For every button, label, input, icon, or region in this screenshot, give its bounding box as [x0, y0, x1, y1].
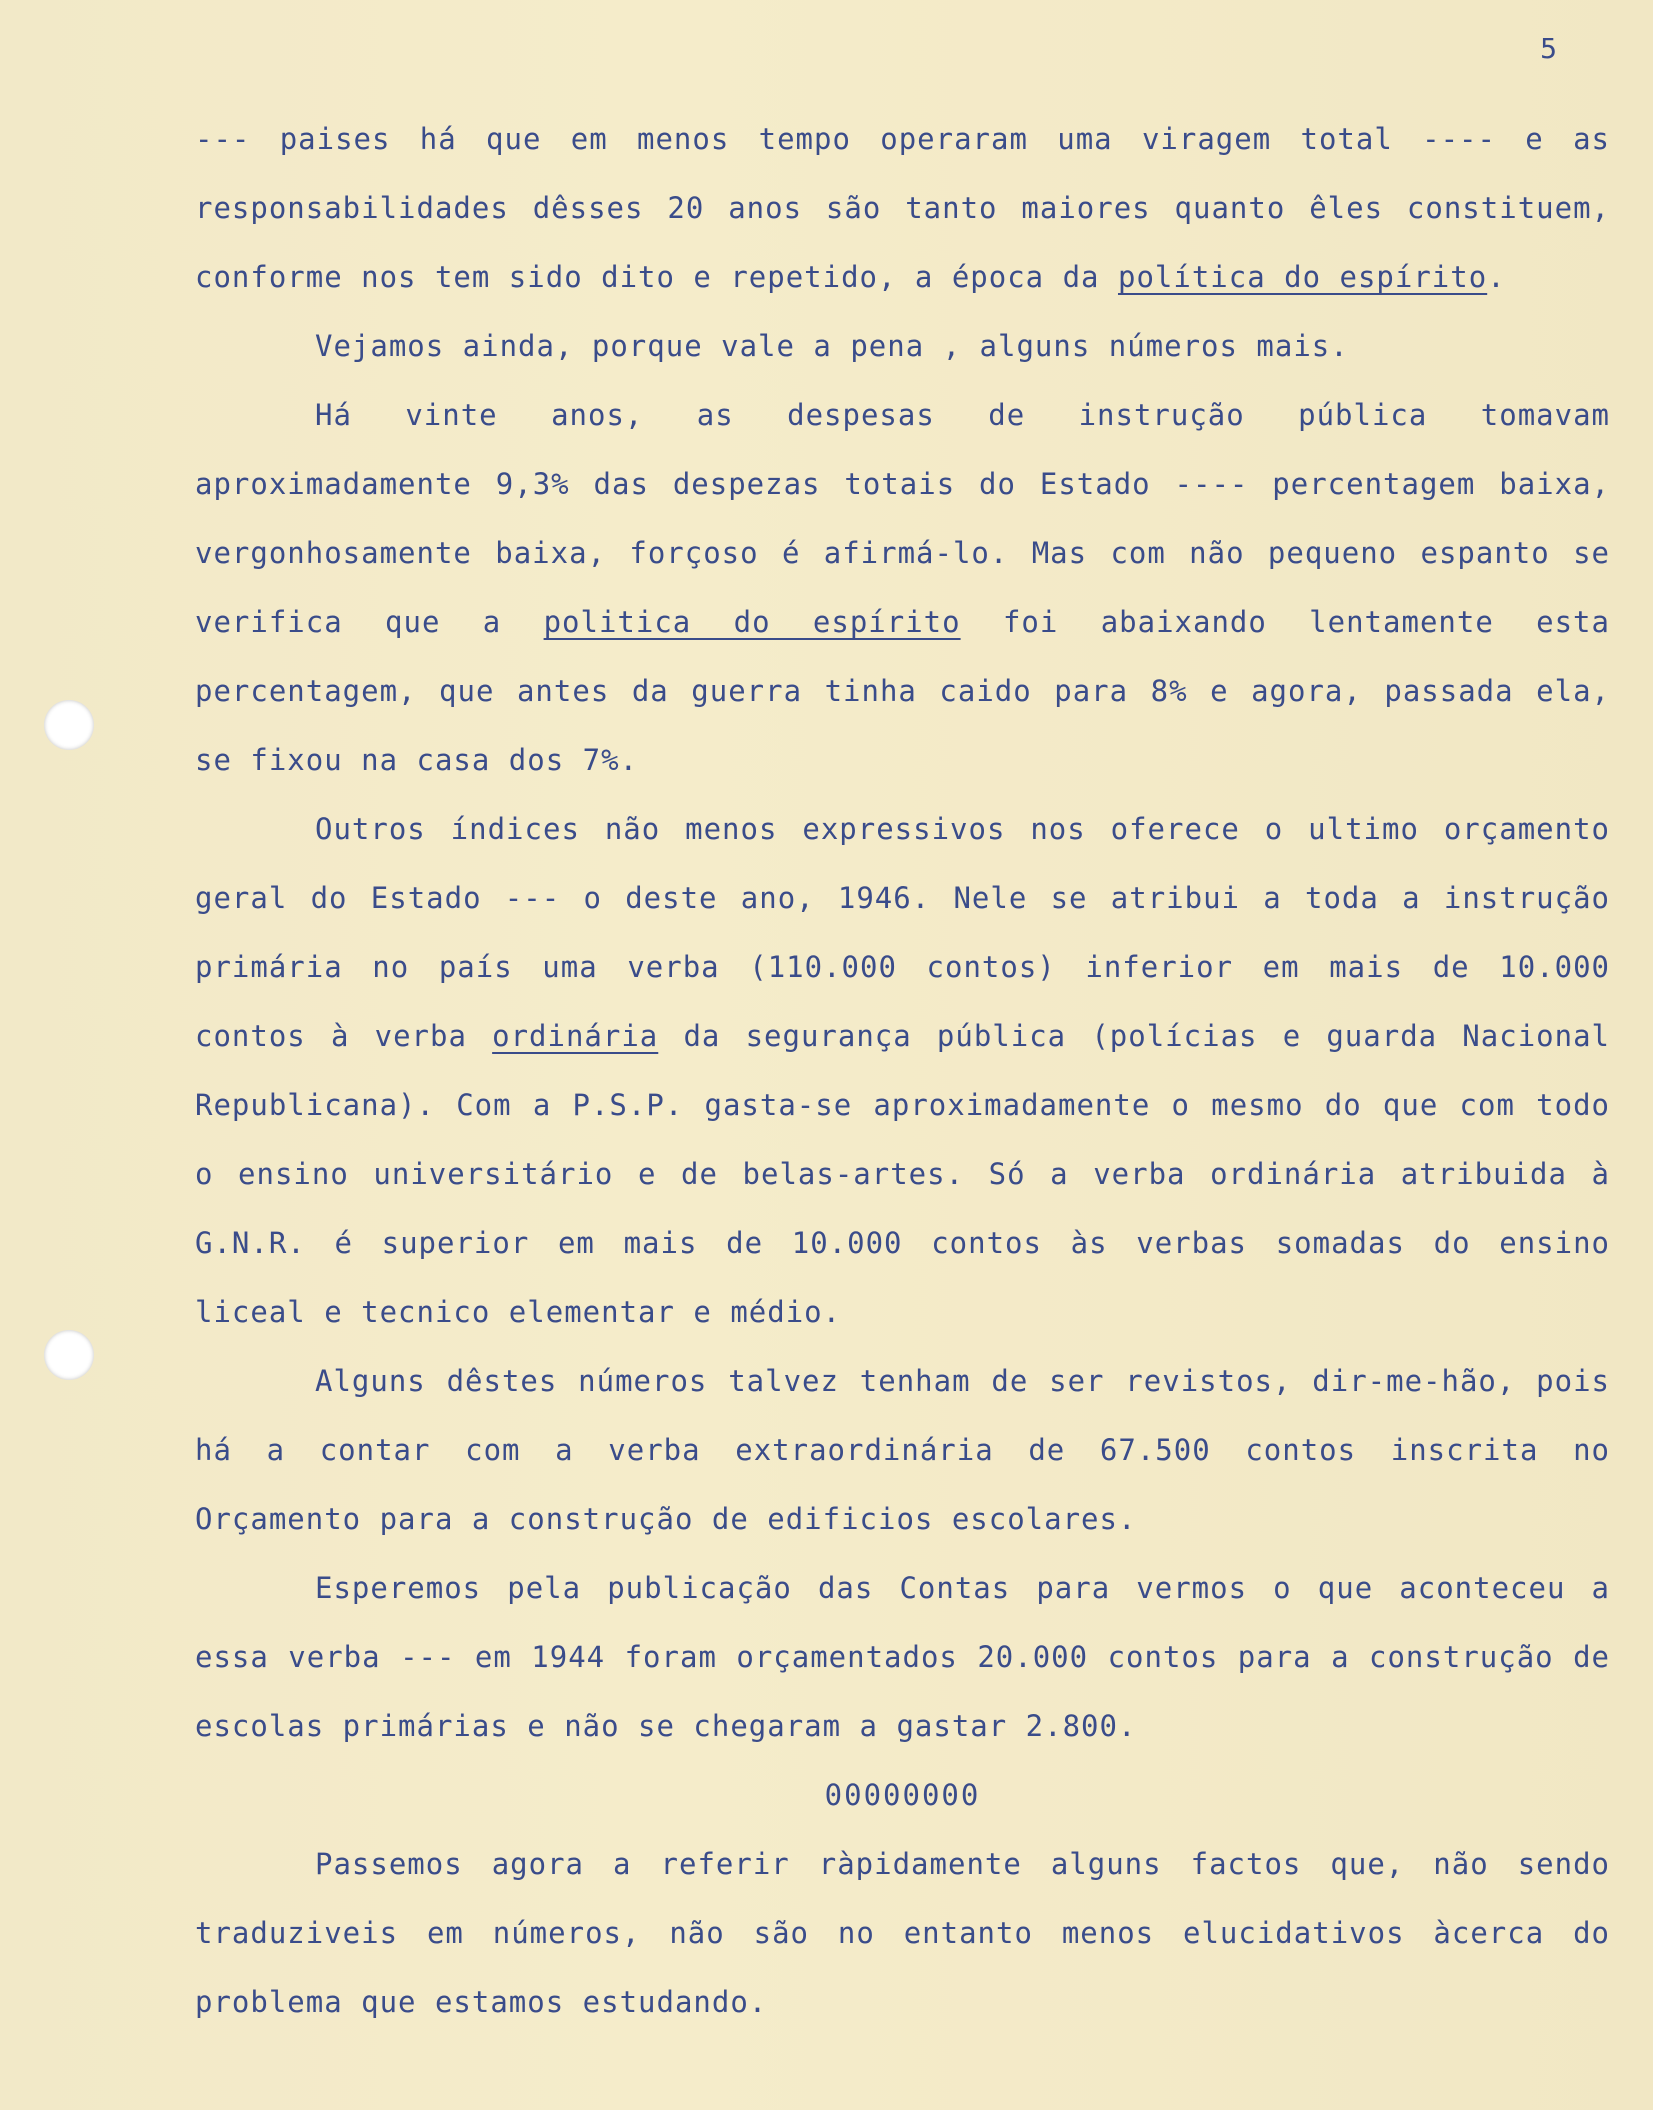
paragraph-1 [195, 105, 1610, 312]
page-number: 5 [1540, 32, 1558, 65]
paragraph-5 [195, 1347, 1610, 1554]
paragraph-2-text: Vejamos ainda, porque vale a pena , alguns números mais. [315, 329, 1349, 363]
paragraph-4-text-a: Outros índices não menos expressivos nos oferece o ultimo orçamento geral do Estado --- o deste ano, 1946. Nele se atribui a toda a instrução primária no país uma verba (110.000 contos) inferior em mais de 10.000 contos à verba [195, 812, 1610, 1053]
paragraph-4-text-b: da segurança pública (polícias e guarda Nacional Republicana). Com a P.S.P. gasta-se aproximadamente o mesmo do que com todo o ensino universitário e de belas-artes. Só a verba ordinária atribuida à G.N.R. é superior em mais de 10.000 contos às verbas somadas do ensino liceal e tecnico elementar e médio. [195, 1019, 1610, 1329]
paragraph-2 [195, 312, 1610, 381]
paragraph-3-text-b: foi abaixando lentamente esta percentagem, que antes da guerra tinha caido para 8% e agora, passada ela, se fixou na casa dos 7%. [195, 605, 1610, 777]
paragraph-4 [195, 795, 1610, 1347]
paragraph-1-text-b: . [1487, 260, 1506, 294]
paragraph-final [195, 1830, 1610, 2037]
paragraph-3-text-a: Há vinte anos, as despesas de instrução pública tomavam aproximadamente 9,3% das despezas totais do Estado ---- percentagem baixa, vergonhosamente baixa, forçoso é afirmá-lo. Mas com não pequeno espanto se verifica que a [195, 398, 1610, 639]
paragraph-5-text: Alguns dêstes números talvez tenham de ser revistos, dir-me-hão, pois há a contar com a verba extraordinária de 67.500 contos inscrita no Orçamento para a construção de edificios escolares. [195, 1364, 1610, 1536]
paragraph-final-text: Passemos agora a referir ràpidamente alguns factos que, não sendo traduziveis em números, não são no entanto menos elucidativos àcerca do problema que estamos estudando. [195, 1847, 1610, 2019]
paragraph-1-text-a: --- paises há que em menos tempo operaram uma viragem total ---- e as responsabilidades dêsses 20 anos são tanto maiores quanto êles constituem, conforme nos tem sido dito e repetido, a época da [195, 122, 1610, 294]
paragraph-3-underlined: politica do espírito [543, 605, 961, 639]
paragraph-4-underlined: ordinária [492, 1019, 659, 1053]
punch-hole-top [44, 700, 94, 750]
paragraph-3 [195, 381, 1610, 795]
section-separator: 00000000 [824, 1778, 981, 1812]
paragraph-1-underlined: política do espírito [1117, 260, 1488, 294]
punch-hole-bottom [44, 1330, 94, 1380]
document-body [195, 105, 1610, 2037]
paragraph-6 [195, 1554, 1610, 1761]
paragraph-6-text: Esperemos pela publicação das Contas para vermos o que aconteceu a essa verba --- em 1944 foram orçamentados 20.000 contos para a construção de escolas primárias e não se chegaram a gastar 2.800. [195, 1571, 1610, 1743]
